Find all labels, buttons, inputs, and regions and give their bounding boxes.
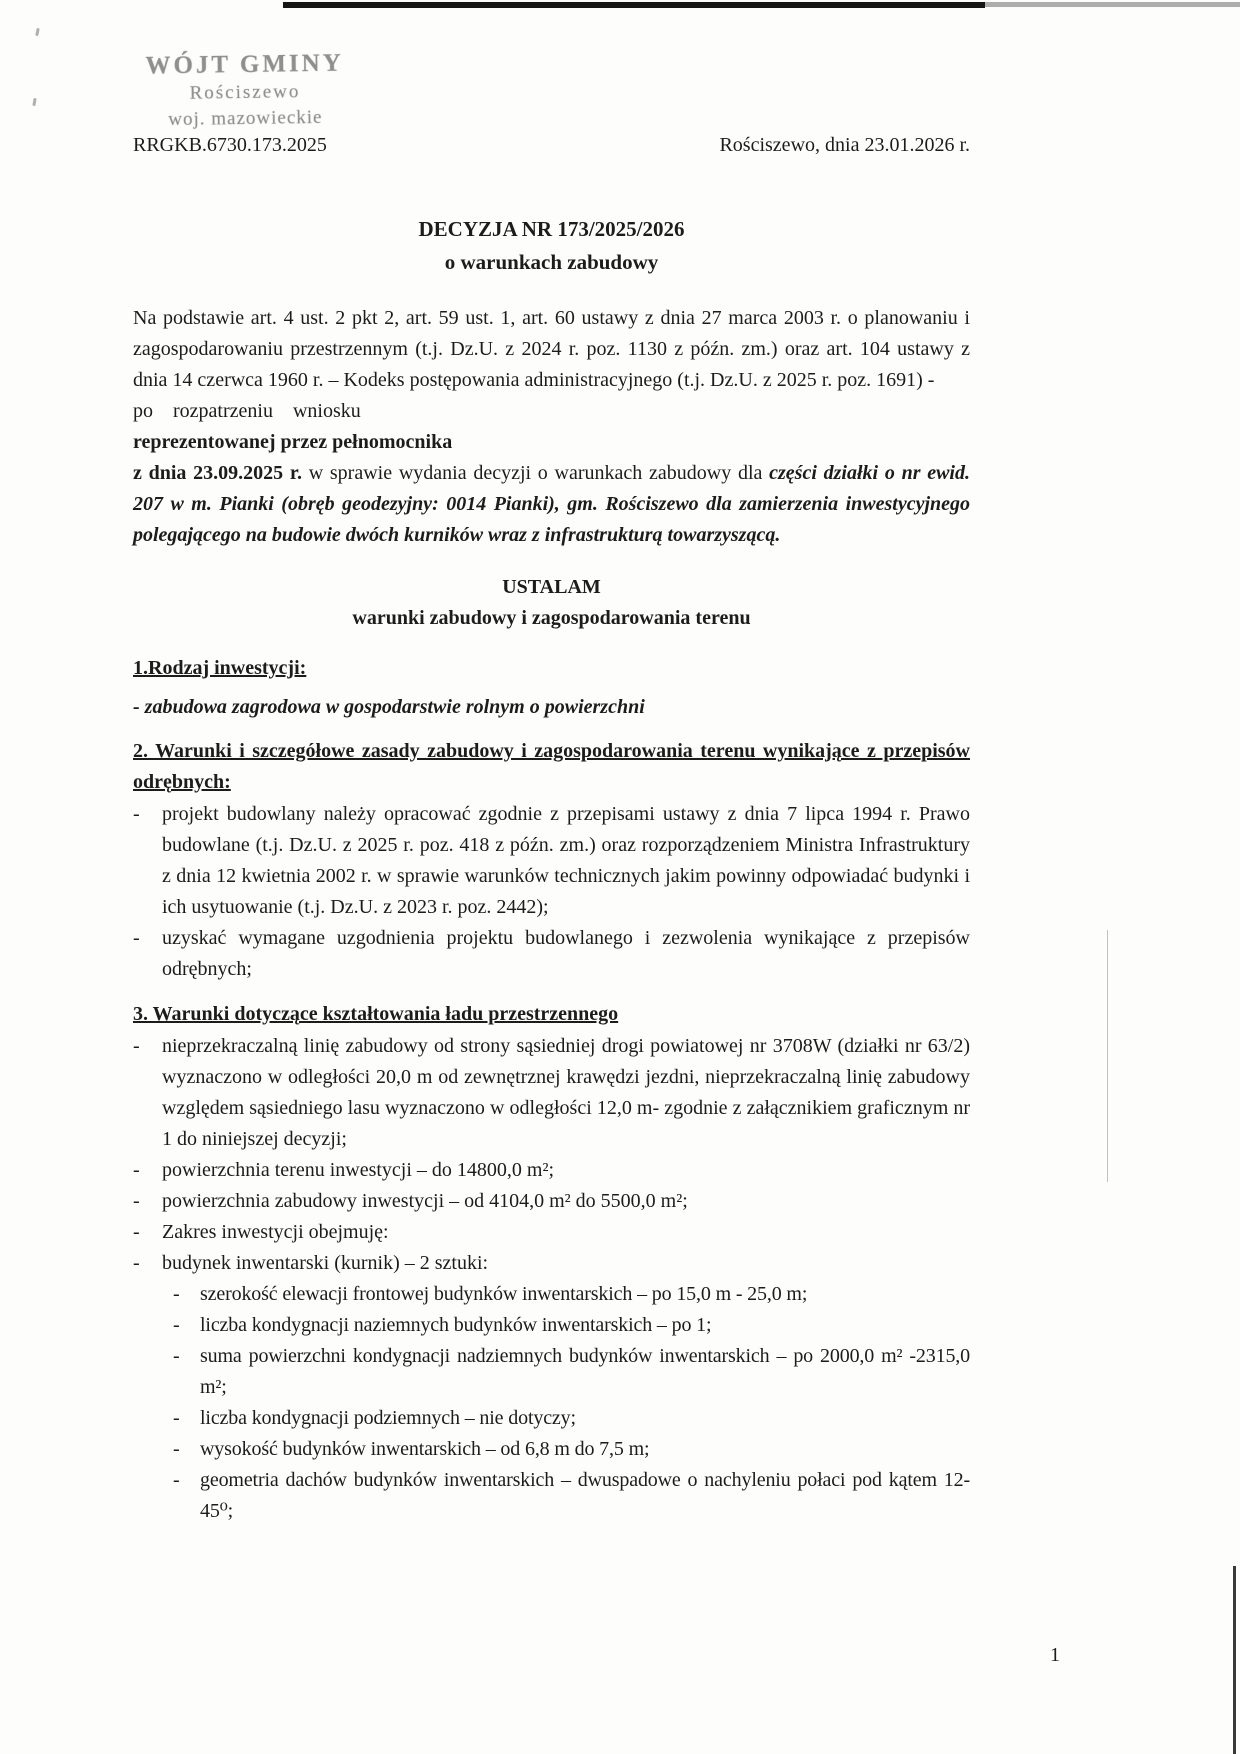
list-item-text: Zakres inwestycji obejmuję:: [162, 1221, 389, 1243]
list-item-text: liczba kondygnacji naziemnych budynków inwentarskich – po 1;: [200, 1314, 712, 1336]
stamp-voivodeship: woj. mazowieckie: [168, 106, 323, 131]
list-item-text: liczba kondygnacji podziemnych – nie dotyczy;: [200, 1407, 576, 1429]
request-subject: części działki o nr ewid. 207 w m. Pianki (obręb geodezyjny: 0014 Pianki), gm. Rościszewo dla zamierzenia inwestycyjnego polegającego na budowie dwóch kurników wraz z infrastrukturą towarzyszącą.: [133, 462, 970, 546]
list-item: [133, 799, 970, 923]
list-item-sub: [133, 1310, 970, 1341]
bullet-marker: -: [133, 1221, 140, 1243]
bullet-marker: -: [173, 1283, 180, 1305]
list-item-text: budynek inwentarski (kurnik) – 2 sztuki:: [162, 1252, 489, 1274]
section3-heading: 3. Warunki dotyczące kształtowania ładu przestrzennego: [133, 1003, 619, 1025]
legal-basis-paragraph: Na podstawie art. 4 ust. 2 pkt 2, art. 59 ust. 1, art. 60 ustawy z dnia 27 marca 2003 r. o planowaniu i zagospodarowaniu przestrzennym (t.j. Dz.U. z 2024 r. poz. 1130 z późn. zm.) oraz art. 104 ustawy z dnia 14 czerwca 1960 r. – Kodeks postępowania administracyjnego (t.j. Dz.U. z 2025 r. poz. 1691) -: [133, 307, 970, 391]
bullet-marker: -: [133, 1035, 140, 1057]
list-item: [133, 923, 970, 985]
bullet-marker: -: [133, 927, 140, 949]
case-reference-number: RRGKB.6730.173.2025: [133, 134, 327, 156]
place-and-date: Rościszewo, dnia 23.01.2026 r.: [719, 134, 970, 156]
header-row: [133, 0, 970, 161]
list-item: [133, 1248, 970, 1279]
list-item-sub: [133, 1279, 970, 1310]
decision-subtitle: o warunkach zabudowy: [444, 250, 659, 274]
section1-item: - zabudowa zagrodowa w gospodarstwie rolnym o powierzchni: [133, 696, 645, 718]
stamp-office-title: WÓJT GMINY: [145, 49, 344, 80]
after-review-line: po rozpatrzeniu wniosku: [133, 400, 361, 422]
document-title: [133, 213, 970, 279]
list-item-text: geometria dachów budynków inwentarskich – dwuspadowe o nachyleniu połaci pod kątem 12-45⁰;: [200, 1469, 970, 1522]
request-paragraph: [133, 458, 970, 551]
list-item-text: suma powierzchni kondygnacji nadziemnych budynków inwentarskich – po 2000,0 m² -2315,0 m²;: [200, 1345, 970, 1398]
list-item-sub: [133, 1465, 970, 1527]
bullet-marker: -: [173, 1407, 180, 1429]
list-item-text: uzyskać wymagane uzgodnienia projektu budowlanego i zezwolenia wynikające z przepisów odrębnych;: [162, 927, 970, 980]
list-item-text: wysokość budynków inwentarskich – od 6,8 m do 7,5 m;: [200, 1438, 650, 1460]
bullet-marker: -: [133, 1190, 140, 1212]
page-number: 1: [1050, 1644, 1060, 1666]
section3-list: [133, 1031, 970, 1527]
section2-heading: 2. Warunki i szczegółowe zasady zabudowy i zagospodarowania terenu wynikające z przepisów odrębnych:: [133, 740, 970, 793]
bullet-marker: -: [133, 1252, 140, 1274]
list-item-text: powierzchnia zabudowy inwestycji – od 4104,0 m² do 5500,0 m²;: [162, 1190, 688, 1212]
list-item: [133, 1031, 970, 1155]
list-item-text: szerokość elewacji frontowej budynków inwentarskich – po 15,0 m - 25,0 m;: [200, 1283, 808, 1305]
ustalam-subheading: warunki zabudowy i zagospodarowania terenu: [352, 607, 751, 629]
list-item-sub: [133, 1403, 970, 1434]
ustalam-heading: USTALAM: [502, 576, 601, 598]
stamp-municipality: Rościszewo: [189, 81, 301, 104]
bullet-marker: -: [133, 1159, 140, 1181]
list-item-text: projekt budowlany należy opracować zgodnie z przepisami ustawy z dnia 7 lipca 1994 r. Prawo budowlane (t.j. Dz.U. z 2025 r. poz. 418 z późn. zm.) oraz rozporządzeniem Ministra Infrastruktury z dnia 12 kwietnia 2002 r. w sprawie warunków technicznych jakim powinny odpowiadać budynki i ich usytuowanie (t.j. Dz.U. z 2023 r. poz. 2442);: [162, 803, 970, 918]
bullet-marker: -: [173, 1469, 180, 1491]
bullet-marker: -: [173, 1345, 180, 1367]
bullet-marker: -: [173, 1438, 180, 1460]
section2-list: [133, 799, 970, 985]
list-item: [133, 1186, 970, 1217]
decision-number: DECYZJA NR 173/2025/2026: [418, 217, 685, 241]
request-date: z dnia 23.09.2025 r.: [133, 462, 302, 484]
list-item: [133, 1155, 970, 1186]
list-item: [133, 1217, 970, 1248]
list-item-text: powierzchnia terenu inwestycji – do 14800,0 m²;: [162, 1159, 555, 1181]
list-item-sub: [133, 1434, 970, 1465]
bullet-marker: -: [133, 803, 140, 825]
section1-heading: 1.Rodzaj inwestycji:: [133, 657, 307, 679]
list-item-text: nieprzekraczalną linię zabudowy od strony sąsiedniej drogi powiatowej nr 3708W (działki nr 63/2) wyznaczono w odległości 20,0 m od zewnętrznej krawędzi jezdni, nieprzekraczalną linię zabudowy względem sąsiedniego lasu wyznaczono w odległości 12,0 m- zgodnie z załącznikiem graficznym nr 1 do niniejszej decyzji;: [162, 1035, 970, 1150]
scan-artifact-right-edge: [1233, 1566, 1236, 1754]
representative-line: reprezentowanej przez pełnomocnika: [133, 431, 453, 453]
request-middle-text: w sprawie wydania decyzji o warunkach zabudowy dla: [301, 462, 770, 484]
list-item-sub: [133, 1341, 970, 1403]
bullet-marker: -: [173, 1314, 180, 1336]
